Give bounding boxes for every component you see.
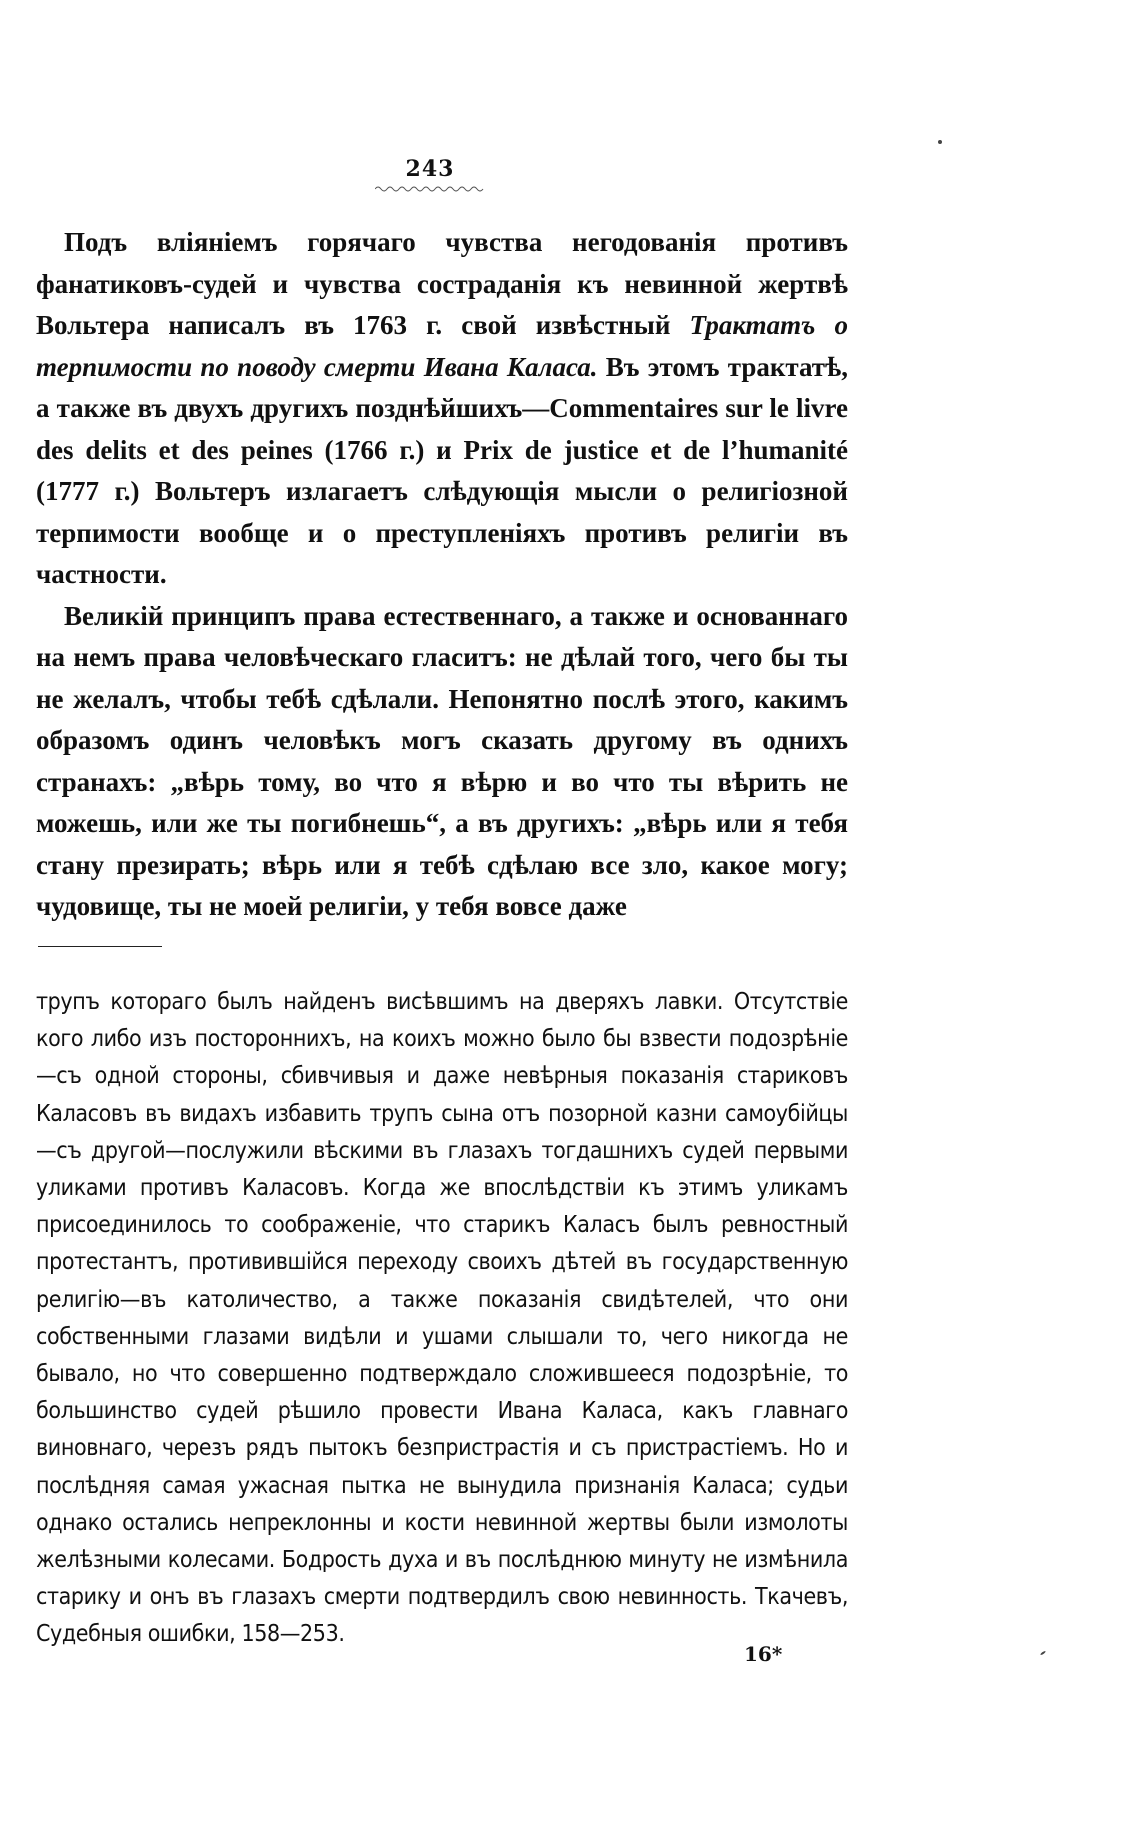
scan-speck xyxy=(938,140,942,144)
footnote-separator xyxy=(38,946,162,947)
page-number: 243 xyxy=(405,156,455,182)
page-number-ornament xyxy=(375,184,485,194)
paragraph-1-rest: Въ этомъ трактатѣ, а также въ двухъ другихъ позднѣйшихъ—Commentaires sur le livre des delits et des peines (1766 г.) и Prix de justice et de l’humanité (1777 г.) Вольтеръ излагаетъ слѣдующія мысли о религіозной терпимости вообще и о преступленіяхъ противъ религіи въ частности. xyxy=(36,351,849,589)
printer-signature: 16* xyxy=(744,1642,783,1666)
scan-speck xyxy=(1040,1650,1046,1655)
paragraph-2: Великій принципъ права естественнаго, а также и основаннаго на немъ права человѣческаго гласитъ: не дѣлай того, чего бы ты не желалъ, чтобы тебѣ сдѣлали. Непонятно послѣ этого, какимъ образомъ одинъ человѣкъ могъ сказать другому въ однихъ странахъ: „вѣрь тому, во что я вѣрю и во что ты вѣрить не можешь, или же ты погибнешь“, а въ другихъ: „вѣрь или я тебя стану презирать; вѣрь или я тебѣ сдѣлаю все зло, какое могу; чудовище, ты не моей религіи, у тебя вовсе даже xyxy=(36,600,848,921)
paragraph-1-lead: Подъ вліяніемъ горячаго чувства негодованія противъ фанатиковъ-судей и чувства состраданія къ невинной жертвѣ Вольтера написалъ въ 1763 г. свой извѣстный xyxy=(36,227,848,340)
main-text xyxy=(36,222,848,928)
treatise-title: Трактатъ о терпимости по поводу смерти Ивана Каласа. xyxy=(36,310,848,382)
paragraph-1 xyxy=(36,222,848,596)
footnote: трупъ котораго былъ найденъ висѣвшимъ на дверяхъ лавки. Отсутствіе кого либо изъ постороннихъ, на коихъ можно было бы взвести подозрѣніе—съ одной стороны, сбивчивыя и даже невѣрныя показанія стариковъ Каласовъ въ видахъ избавить трупъ сына отъ позорной казни самоубійцы—съ другой—послужили вѣскими въ глазахъ тогдашнихъ судей первыми уликами противъ Каласовъ. Когда же впослѣдствіи къ этимъ уликамъ присоединилось то соображеніе, что старикъ Каласъ былъ ревностный протестантъ, противившійся переходу своихъ дѣтей въ государственную религію—въ католичество, а также показанія свидѣтелей, что они собственными глазами видѣли и ушами слышали то, чего никогда не бывало, но что совершенно подтверждало сложившееся подозрѣніе, то большинство судей рѣшило провести Ивана Каласа, какъ главнаго виновнаго, черезъ рядъ пытокъ безпристрастія и съ пристрастіемъ. Но и послѣдняя самая ужасная пытка не вынудила признанія Каласа; судьи однако остались непреклонны и кости невинной жертвы были измолоты желѣзными колесами. Бодрость духа и въ послѣднюю минуту не измѣнила старику и онъ въ глазахъ смерти подтвердилъ свою невинность. Ткачевъ, Судебныя ошибки, 158—253. xyxy=(36,989,848,1648)
